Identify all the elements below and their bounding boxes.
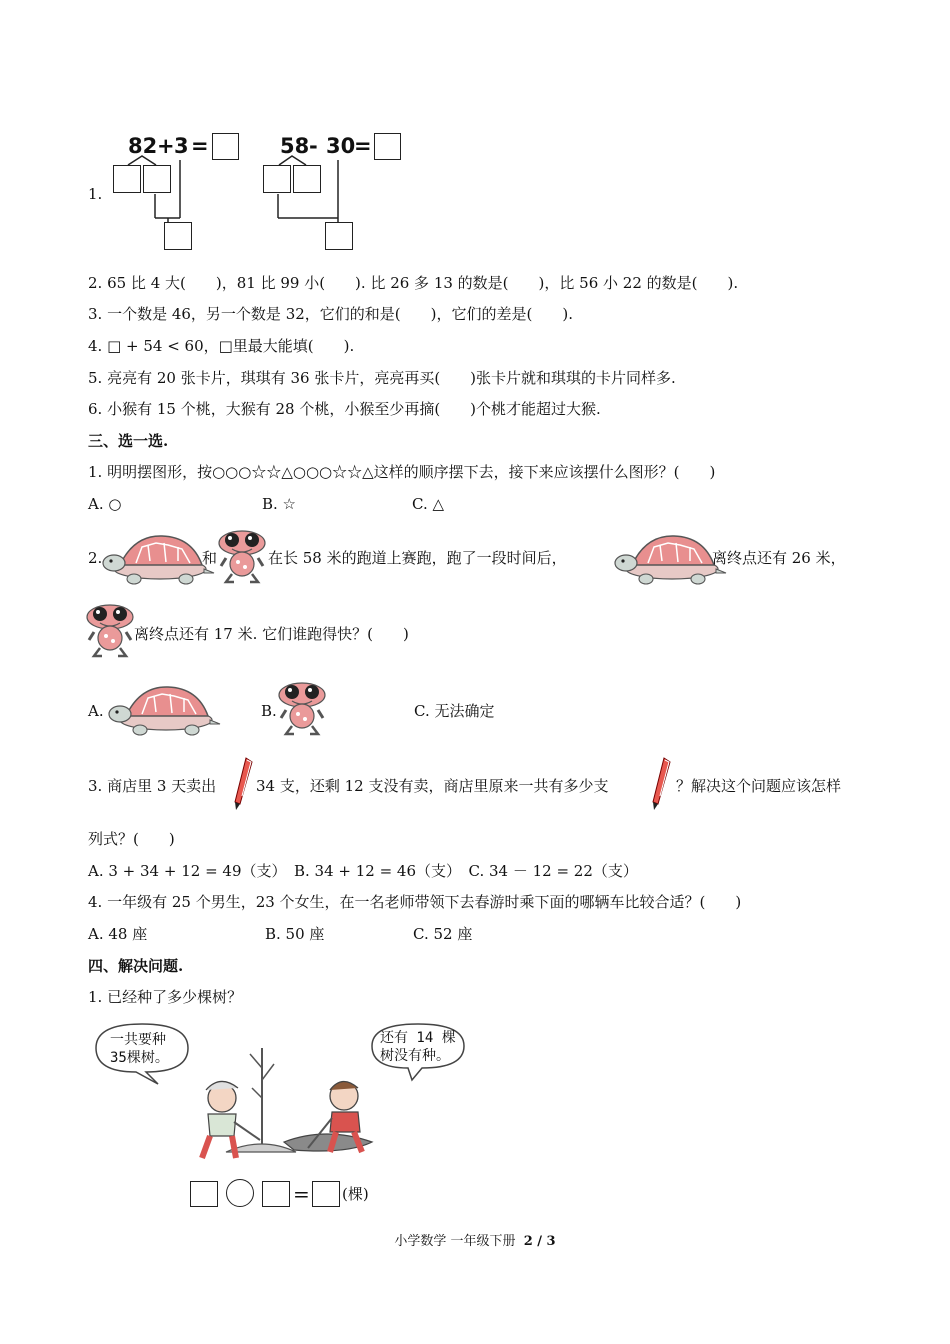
frog-icon xyxy=(218,530,266,584)
eq1-equals: = xyxy=(191,134,209,158)
section4-title: 四、解决问题. xyxy=(88,957,184,975)
unit-label: (棵) xyxy=(342,1185,369,1203)
footer-page: 2 / 3 xyxy=(523,1234,556,1249)
eq2-op: - xyxy=(309,134,318,158)
answer-box-result[interactable] xyxy=(312,1181,340,1207)
answer-box-2[interactable] xyxy=(262,1181,290,1207)
bubble-left-line1: 一共要种 xyxy=(110,1032,166,1048)
tree-planting-illustration xyxy=(86,1018,482,1210)
frog-icon xyxy=(278,682,326,736)
eq1-op: + xyxy=(157,134,175,158)
s3-q3-text4: 列式？( ) xyxy=(88,830,175,848)
s3-q3-options[interactable]: A. 3 + 34 + 12 = 49（支） B. 34 + 12 = 46（支） C. 34 － 12 = 22（支） xyxy=(88,862,638,880)
s3-q4-option-b[interactable]: B. 50 座 xyxy=(265,925,325,943)
turtle-icon xyxy=(110,684,222,736)
eq1-right: 3 xyxy=(174,134,189,158)
eq2-left: 58 xyxy=(280,134,310,158)
s3-q2-option-c[interactable]: C. 无法确定 xyxy=(414,702,495,720)
pen-icon xyxy=(232,758,254,812)
s3-q3-text1: 3. 商店里 3 天卖出 xyxy=(88,777,217,795)
s3-q1: 1. 明明摆图形，按○○○☆☆△○○○☆☆△这样的顺序摆下去，接下来应该摆什么图形？( ) xyxy=(88,463,716,481)
s3-q2-option-b[interactable]: B. xyxy=(261,702,277,720)
operator-circle[interactable] xyxy=(226,1179,254,1207)
frog-icon xyxy=(86,604,134,658)
page-footer xyxy=(0,1230,950,1249)
eq2-ones-box[interactable] xyxy=(293,165,321,193)
turtle-icon xyxy=(104,533,216,585)
q5-line: 5. 亮亮有 20 张卡片，琪琪有 36 张卡片，亮亮再买( )张卡片就和琪琪的卡片同样多. xyxy=(88,369,676,387)
s3-q2-and: 和 xyxy=(202,549,218,567)
q1-number: 1. xyxy=(88,185,103,203)
s3-q2-text1: 在长 58 米的跑道上赛跑，跑了一段时间后， xyxy=(268,549,567,567)
s3-q2-option-a[interactable]: A. xyxy=(88,702,104,720)
s4-q1: 1. 已经种了多少棵树？ xyxy=(88,988,243,1006)
s3-q2-text2: 离终点还有 26 米， xyxy=(712,549,846,567)
footer-text: 小学数学 一年级下册 xyxy=(394,1234,516,1249)
s3-q3-text2: 34 支，还剩 12 支没有卖，商店里原来一共有多少支 xyxy=(256,777,609,795)
eq2-connector-lines xyxy=(0,0,950,300)
q3-line: 3. 一个数是 46，另一个数是 32，它们的和是( )，它们的差是( ). xyxy=(88,305,573,323)
s3-q4-option-a[interactable]: A. 48 座 xyxy=(88,925,148,943)
q6-line: 6. 小猴有 15 个桃，大猴有 28 个桃，小猴至少再摘( )个桃才能超过大猴. xyxy=(88,400,601,418)
eq2-diff-box[interactable] xyxy=(325,222,353,250)
eq2-equals: = xyxy=(354,134,372,158)
eq2-right: 30 xyxy=(326,134,356,158)
s3-q2-text3: 离终点还有 17 米. 它们谁跑得快？( ) xyxy=(134,625,409,643)
s3-q1-option-a[interactable]: A. ○ xyxy=(88,495,122,513)
pen-icon xyxy=(650,758,672,812)
s3-q3-text3: ？解决这个问题应该怎样 xyxy=(676,777,842,795)
s3-q4: 4. 一年级有 25 个男生，23 个女生，在一名老师带领下去春游时乘下面的哪辆车比较合适？( ) xyxy=(88,893,742,911)
equals-sign: = xyxy=(293,1182,310,1206)
s3-q4-option-c[interactable]: C. 52 座 xyxy=(413,925,473,943)
eq2-tens-box[interactable] xyxy=(263,165,291,193)
eq1-left: 82 xyxy=(128,134,158,158)
s3-q2-number: 2. xyxy=(88,549,103,567)
q4-line: 4. □ + 54 < 60，□里最大能填( ). xyxy=(88,337,355,355)
bubble-right-line1: 还有 14 棵 xyxy=(380,1030,456,1046)
bubble-right-line2: 树没有种。 xyxy=(380,1048,450,1064)
section3-title: 三、选一选. xyxy=(88,432,169,450)
q2-line: 2. 65 比 4 大( )，81 比 99 小( ). 比 26 多 13 的数是( )，比 56 小 22 的数是( ). xyxy=(88,274,739,292)
answer-box-1[interactable] xyxy=(190,1181,218,1207)
s3-q1-option-c[interactable]: C. △ xyxy=(412,495,445,513)
s3-q1-option-b[interactable]: B. ☆ xyxy=(262,495,297,513)
bubble-left-line2: 35棵树。 xyxy=(110,1050,169,1066)
